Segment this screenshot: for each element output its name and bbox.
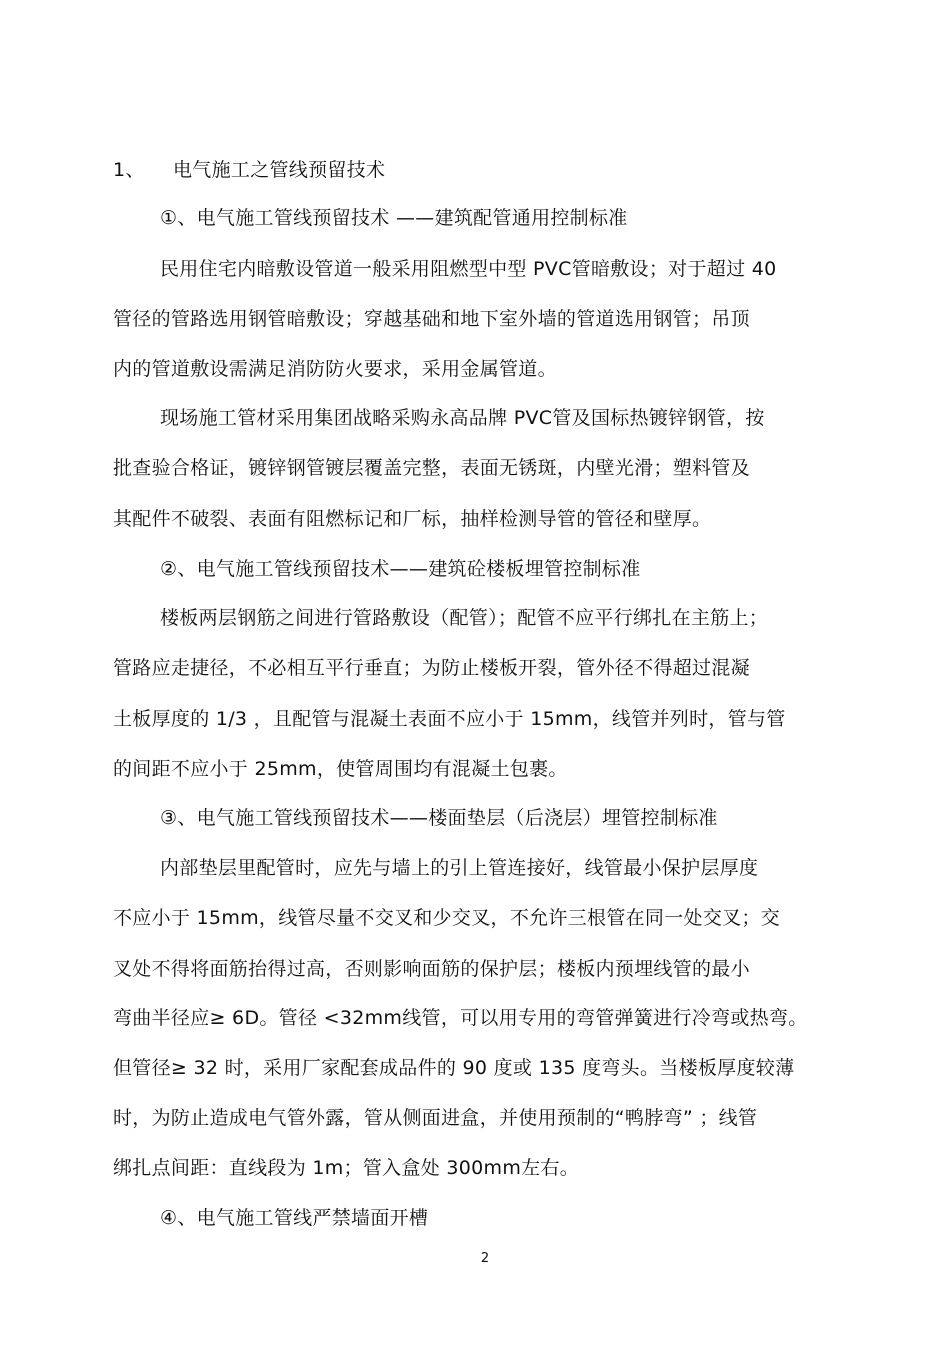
- section3-p1-line2: 不应小于 15mm，线管尽量不交叉和少交叉，不允许三根管在同一处交叉；交: [113, 907, 781, 929]
- section3-p1-line7: 绑扎点间距：直线段为 1m；管入盒处 300mm左右。: [113, 1157, 580, 1179]
- section3-p1-line1: 内部垫层里配管时，应先与墙上的引上管连接好，线管最小保护层厚度: [160, 857, 759, 879]
- section3-p1-line4: 弯曲半径应≥ 6D。管径 <32mm线管，可以用专用的弯管弹簧进行冷弯或热弯。: [113, 1007, 808, 1029]
- section1-p2-line2: 批查验合格证，镀锌钢管镀层覆盖完整，表面无锈斑，内壁光滑；塑料管及: [113, 457, 750, 479]
- section1-p2-line3: 其配件不破裂、表面有阻燃标记和厂标，抽样检测导管的管径和壁厚。: [113, 508, 712, 530]
- section1-p1-line3: 内的管道敷设需满足消防防火要求，采用金属管道。: [113, 358, 557, 380]
- heading-number: 1、: [113, 159, 145, 181]
- section3-p1-line6: 时，为防止造成电气管外露，管从侧面进盒，并使用预制的“鸭脖弯” ；线管: [113, 1107, 758, 1129]
- section1-title: ①、电气施工管线预留技术 ——建筑配管通用控制标准: [160, 207, 628, 229]
- section3-p1-line3: 叉处不得将面筋抬得过高，否则影响面筋的保护层；楼板内预埋线管的最小: [113, 958, 750, 980]
- section4-title: ④、电气施工管线严禁墙面开槽: [160, 1207, 429, 1229]
- heading-title: 电气施工之管线预留技术: [173, 159, 386, 181]
- page-number: 2: [480, 1251, 490, 1266]
- section1-p1-line1: 民用住宅内暗敷设管道一般采用阻燃型中型 PVC管暗敷设；对于超过 40: [160, 258, 777, 280]
- section1-p2-line1: 现场施工管材采用集团战略采购永高品牌 PVC管及国标热镀锌钢管，按: [160, 407, 765, 429]
- section2-p1-line2: 管路应走捷径，不必相互平行垂直；为防止楼板开裂，管外径不得超过混凝: [113, 657, 750, 679]
- section2-title: ②、电气施工管线预留技术——建筑砼楼板埋管控制标准: [160, 558, 641, 580]
- section3-title: ③、电气施工管线预留技术——楼面垫层（后浇层）埋管控制标准: [160, 807, 718, 829]
- section2-p1-line4: 的间距不应小于 25mm，使管周围均有混凝土包裹。: [113, 758, 568, 780]
- section2-p1-line3: 土板厚度的 1/3 ，且配管与混凝土表面不应小于 15mm，线管并列时，管与管: [113, 708, 786, 730]
- section2-p1-line1: 楼板两层钢筋之间进行管路敷设（配管）；配管不应平行绑扎在主筋上；: [160, 607, 769, 629]
- section3-p1-line5: 但管径≥ 32 时，采用厂家配套成品件的 90 度或 135 度弯头。当楼板厚度较薄: [113, 1057, 795, 1079]
- section1-p1-line2: 管径的管路选用钢管暗敷设；穿越基础和地下室外墙的管道选用钢管；吊顶: [113, 308, 750, 330]
